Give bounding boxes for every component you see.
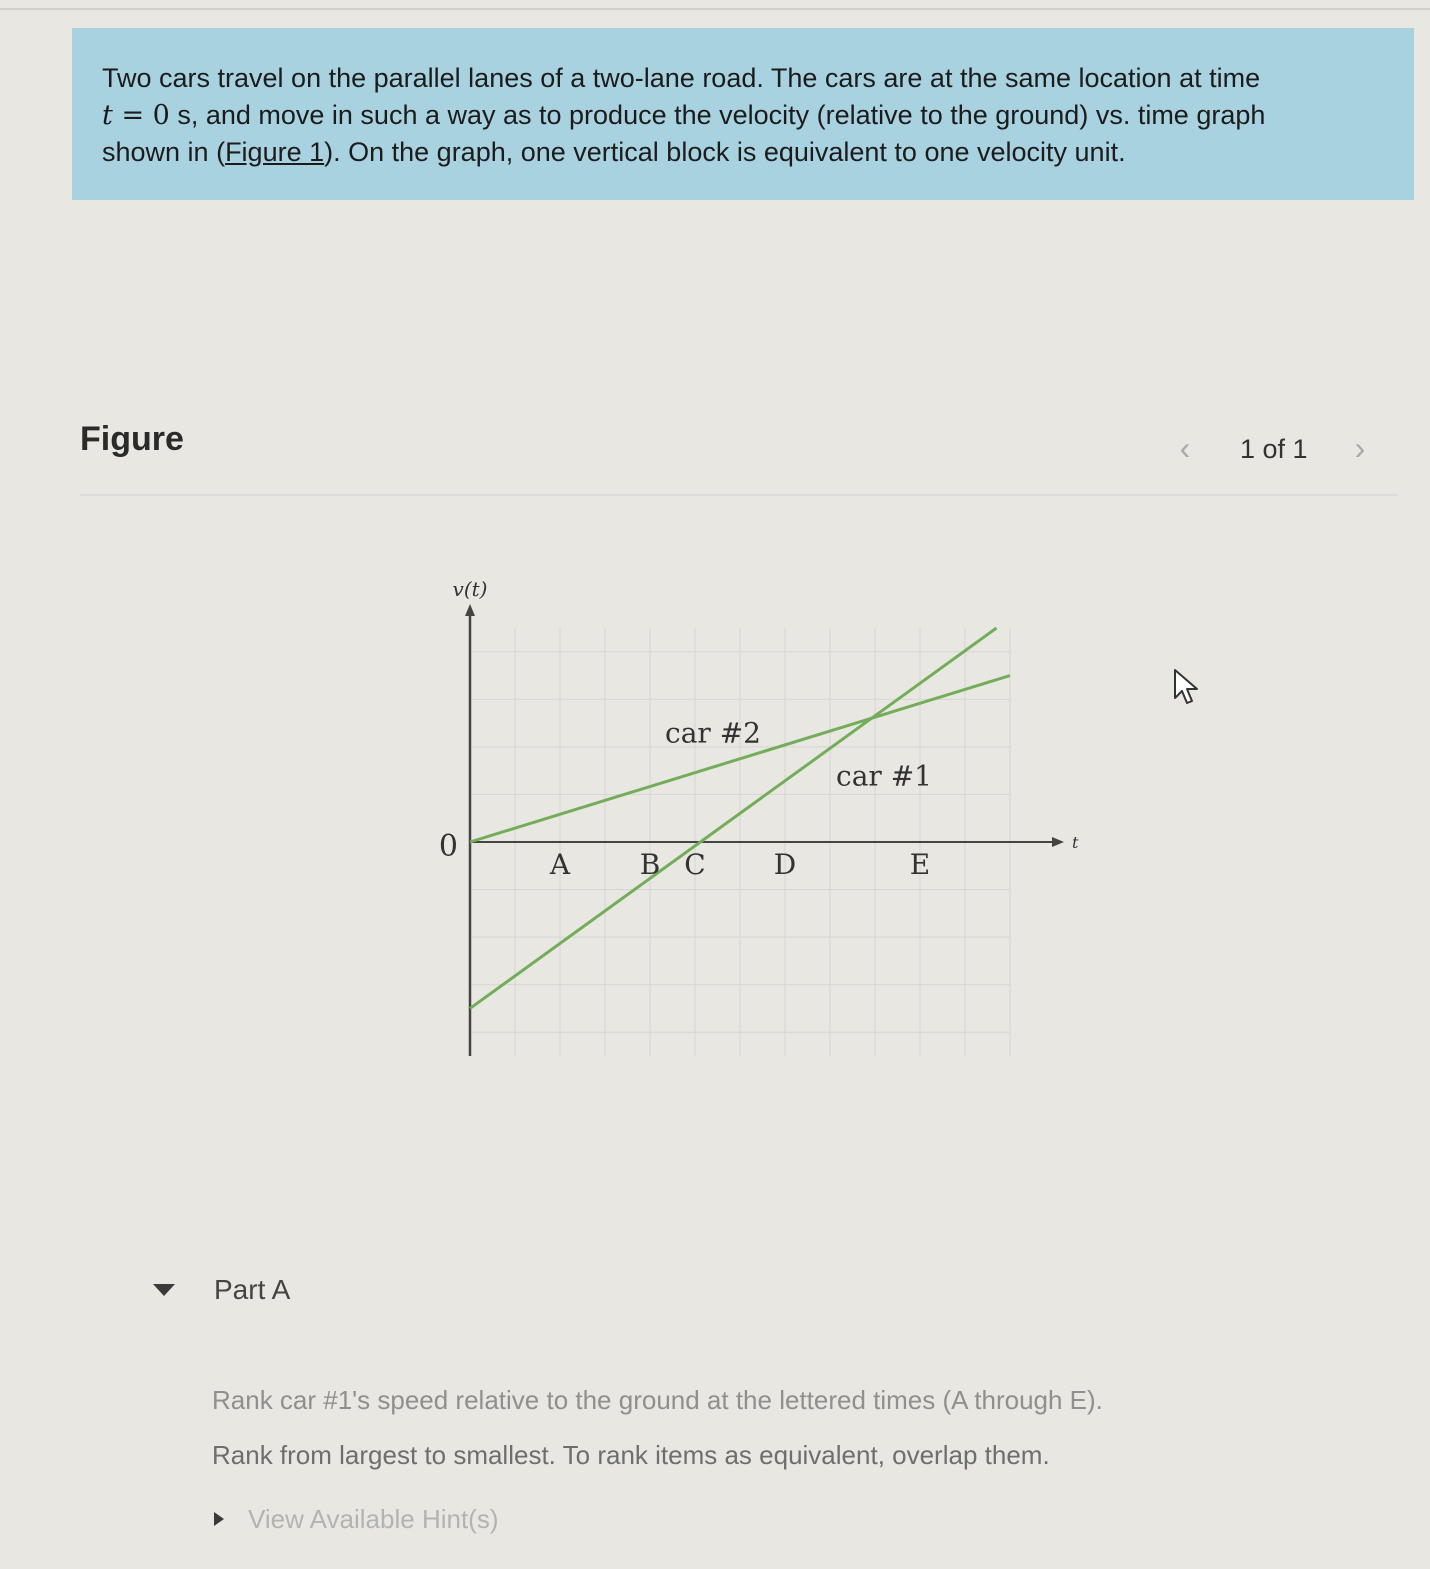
x-axis-label: t xyxy=(1072,833,1079,852)
time-marker-b: B xyxy=(639,848,661,881)
mouse-pointer-icon xyxy=(1172,668,1204,708)
velocity-time-chart xyxy=(420,560,1079,1070)
time-marker-e: E xyxy=(909,848,931,881)
top-divider xyxy=(0,8,1430,10)
figure-link[interactable]: Figure 1 xyxy=(225,137,325,167)
series-label-car-1: car #1 xyxy=(836,759,932,793)
prompt-line-3-post: ). On the graph, one vertical block is equivalent to one velocity unit. xyxy=(324,137,1126,167)
expand-triangle-icon[interactable] xyxy=(212,1510,226,1528)
part-a-label[interactable]: Part A xyxy=(214,1274,291,1305)
x-axis-arrow xyxy=(1052,837,1064,847)
time-variable: t xyxy=(102,100,113,131)
prompt-line-2-text: s, and move in such a way as to produce the velocity (relative to the ground) vs. time graph xyxy=(169,100,1266,130)
part-a-question: Rank car #1's speed relative to the ground at the lettered times (A through E). xyxy=(212,1385,1103,1415)
series-label-car-2: car #2 xyxy=(665,716,761,750)
time-marker-d: D xyxy=(773,848,797,881)
problem-statement xyxy=(72,28,1414,200)
prompt-line-2 xyxy=(102,97,1384,134)
chevron-left-icon[interactable]: ‹ xyxy=(1179,430,1191,466)
prompt-line-1: Two cars travel on the parallel lanes of a two-lane road. The cars are at the same location at time xyxy=(102,63,1261,93)
prompt-line-3-pre: shown in ( xyxy=(102,137,226,167)
time-marker-c: C xyxy=(684,848,706,881)
part-a-instruction: Rank from largest to smallest. To rank items as equivalent, overlap them. xyxy=(212,1440,1050,1470)
y-axis-label: v(t) xyxy=(452,577,488,601)
time-equation: = 0 xyxy=(112,100,170,131)
view-hints-link[interactable]: View Available Hint(s) xyxy=(248,1504,499,1534)
figure-pager xyxy=(1160,430,1390,470)
prompt-line-3 xyxy=(102,134,1384,171)
collapse-triangle-icon[interactable] xyxy=(150,1280,178,1300)
figure-divider xyxy=(80,494,1398,496)
origin-label: 0 xyxy=(438,829,458,864)
chevron-right-icon[interactable]: › xyxy=(1354,430,1366,466)
y-axis-arrow xyxy=(465,604,475,616)
time-marker-a: A xyxy=(549,848,571,881)
figure-title: Figure xyxy=(80,420,184,458)
figure-page-count: 1 of 1 xyxy=(1240,434,1308,464)
